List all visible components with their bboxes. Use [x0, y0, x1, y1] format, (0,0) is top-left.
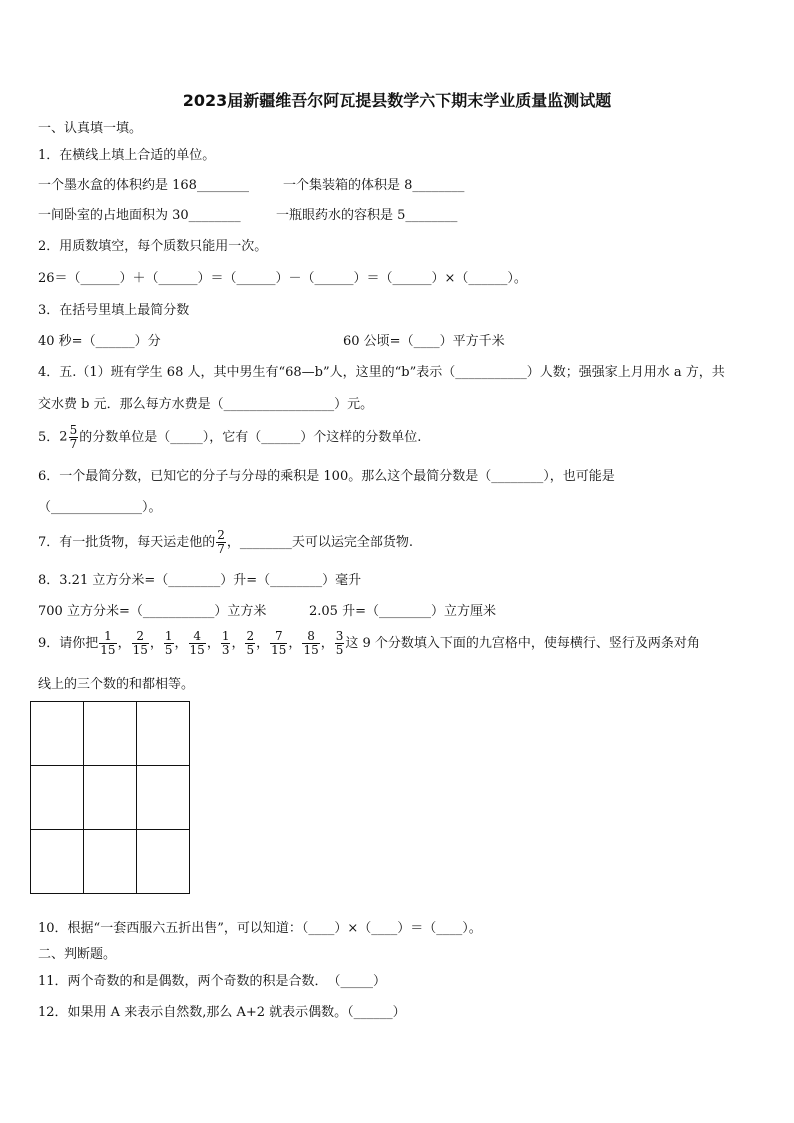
fraction-numerator: 1 — [221, 629, 230, 643]
fraction-denominator: 7 — [217, 542, 225, 556]
grid-cell[interactable] — [31, 766, 84, 830]
fraction — [270, 630, 287, 657]
fraction-numerator: 3 — [335, 629, 344, 643]
question-11: 11．两个奇数的和是偶数，两个奇数的积是合数． （_____） — [38, 974, 387, 989]
fraction — [164, 630, 174, 657]
fraction-denominator: 15 — [132, 643, 148, 657]
question-9-line-2: 线上的三个数的和都相等。 — [38, 677, 195, 692]
fraction-numerator: 1 — [164, 629, 173, 643]
fraction-denominator: 5 — [164, 643, 173, 657]
question-9-line-1 — [38, 630, 700, 657]
fraction-denominator: 15 — [303, 643, 319, 657]
fraction — [335, 630, 345, 657]
separator: ， — [256, 636, 270, 651]
question-6-line-2: （______________）。 — [38, 500, 162, 515]
fraction-numerator: 2 — [246, 629, 255, 643]
separator: ， — [231, 636, 245, 651]
question-8-item-b: 2.05 升=（________）立方厘米 — [309, 604, 496, 619]
separator: ， — [149, 636, 163, 651]
question-9-suffix: 这 9 个分数填入下面的九宫格中，使每横行、竖行及两条对角 — [345, 636, 700, 651]
section-heading-2: 二、判断题。 — [38, 947, 117, 962]
section-heading-1: 一、认真填一填。 — [38, 121, 143, 136]
fraction-numerator: 8 — [302, 630, 319, 644]
question-1-item-d: 一瓶眼药水的容积是 5________ — [276, 208, 458, 223]
question-7-suffix: ，________天可以运完全部货物. — [226, 535, 414, 550]
question-10: 10．根据“一套西服六五折出售”，可以知道：（____）×（____）＝（____）。 — [38, 921, 482, 936]
separator: ， — [288, 636, 302, 651]
question-9-prefix: 9．请你把 — [38, 636, 99, 651]
fraction — [245, 630, 255, 657]
question-3-item-b: 60 公顷=（____）平方千米 — [343, 334, 505, 349]
fraction-numerator: 2 — [132, 630, 149, 644]
grid-cell[interactable] — [137, 830, 190, 894]
question-6-line-1: 6．一个最简分数，已知它的分子与分母的乘积是 100。那么这个最简分数是（________），也可能是 — [38, 469, 615, 484]
fraction — [189, 630, 206, 657]
nine-square-grid — [30, 701, 190, 894]
fraction-denominator: 5 — [335, 643, 344, 657]
separator: ， — [320, 636, 334, 651]
question-3-item-a: 40 秒=（______）分 — [38, 334, 161, 349]
question-8-item-a: 700 立方分米=（___________）立方米 — [38, 604, 267, 619]
fraction-denominator: 5 — [246, 643, 255, 657]
question-5-suffix: 的分数单位是（_____），它有（______）个这样的分数单位. — [79, 430, 422, 445]
grid-cell[interactable] — [137, 766, 190, 830]
fraction-numerator: 2 — [217, 528, 225, 542]
mixed-number — [59, 424, 79, 451]
question-9-fraction-list — [98, 629, 345, 657]
fraction-numerator: 1 — [99, 630, 116, 644]
question-4-line-2: 交水费 b 元．那么每方水费是（_________________）元。 — [38, 397, 374, 412]
question-8-line-1: 8．3.21 立方分米=（________）升=（________）毫升 — [38, 573, 362, 588]
grid-cell[interactable] — [84, 766, 137, 830]
fraction — [69, 424, 79, 451]
fraction-denominator: 15 — [100, 643, 116, 657]
fraction — [221, 630, 231, 657]
question-2-stem: 2．用质数填空，每个质数只能用一次。 — [38, 239, 268, 254]
grid-cell[interactable] — [31, 830, 84, 894]
question-7 — [38, 529, 413, 556]
question-1-item-a: 一个墨水盒的体积约是 168________ — [38, 178, 249, 193]
fraction — [216, 529, 226, 556]
question-4-line-1: 4．五.（1）班有学生 68 人，其中男生有“68—b”人，这里的“b”表示（___________）人数；强强家上月用水 a 方，共 — [38, 365, 725, 380]
fraction — [99, 630, 116, 657]
fraction-numerator: 7 — [270, 630, 287, 644]
question-3-stem: 3．在括号里填上最简分数 — [38, 303, 190, 318]
grid-cell[interactable] — [31, 702, 84, 766]
question-1-item-c: 一间卧室的占地面积为 30________ — [38, 208, 241, 223]
separator: ， — [174, 636, 188, 651]
grid-row — [31, 830, 190, 894]
question-12: 12．如果用 A 来表示自然数,那么 A+2 就表示偶数。（______） — [38, 1005, 406, 1020]
fraction-denominator: 15 — [189, 643, 205, 657]
grid-cell[interactable] — [84, 830, 137, 894]
page-title: 2023届新疆维吾尔阿瓦提县数学六下期末学业质量监测试题 — [182, 91, 612, 110]
question-5-prefix: 5． — [38, 430, 60, 445]
separator: ， — [117, 636, 131, 651]
fraction — [132, 630, 149, 657]
grid-cell[interactable] — [137, 702, 190, 766]
grid-row — [31, 702, 190, 766]
question-1-item-b: 一个集装箱的体积是 8________ — [283, 178, 465, 193]
fraction — [302, 630, 319, 657]
mixed-whole: 2 — [59, 429, 68, 445]
fraction-denominator: 7 — [69, 437, 78, 451]
fraction-numerator: 5 — [69, 423, 78, 437]
fraction-denominator: 15 — [271, 643, 287, 657]
question-2-equation: 26＝（______）＋（______）＝（______）－（______）＝（______）×（______）。 — [38, 271, 527, 286]
fraction-numerator: 4 — [189, 630, 206, 644]
question-7-prefix: 7．有一批货物，每天运走他的 — [38, 535, 216, 550]
fraction-denominator: 3 — [221, 643, 230, 657]
grid-row — [31, 766, 190, 830]
question-5 — [38, 424, 421, 451]
grid-cell[interactable] — [84, 702, 137, 766]
separator: ， — [206, 636, 220, 651]
question-1-stem: 1．在横线上填上合适的单位。 — [38, 148, 216, 163]
